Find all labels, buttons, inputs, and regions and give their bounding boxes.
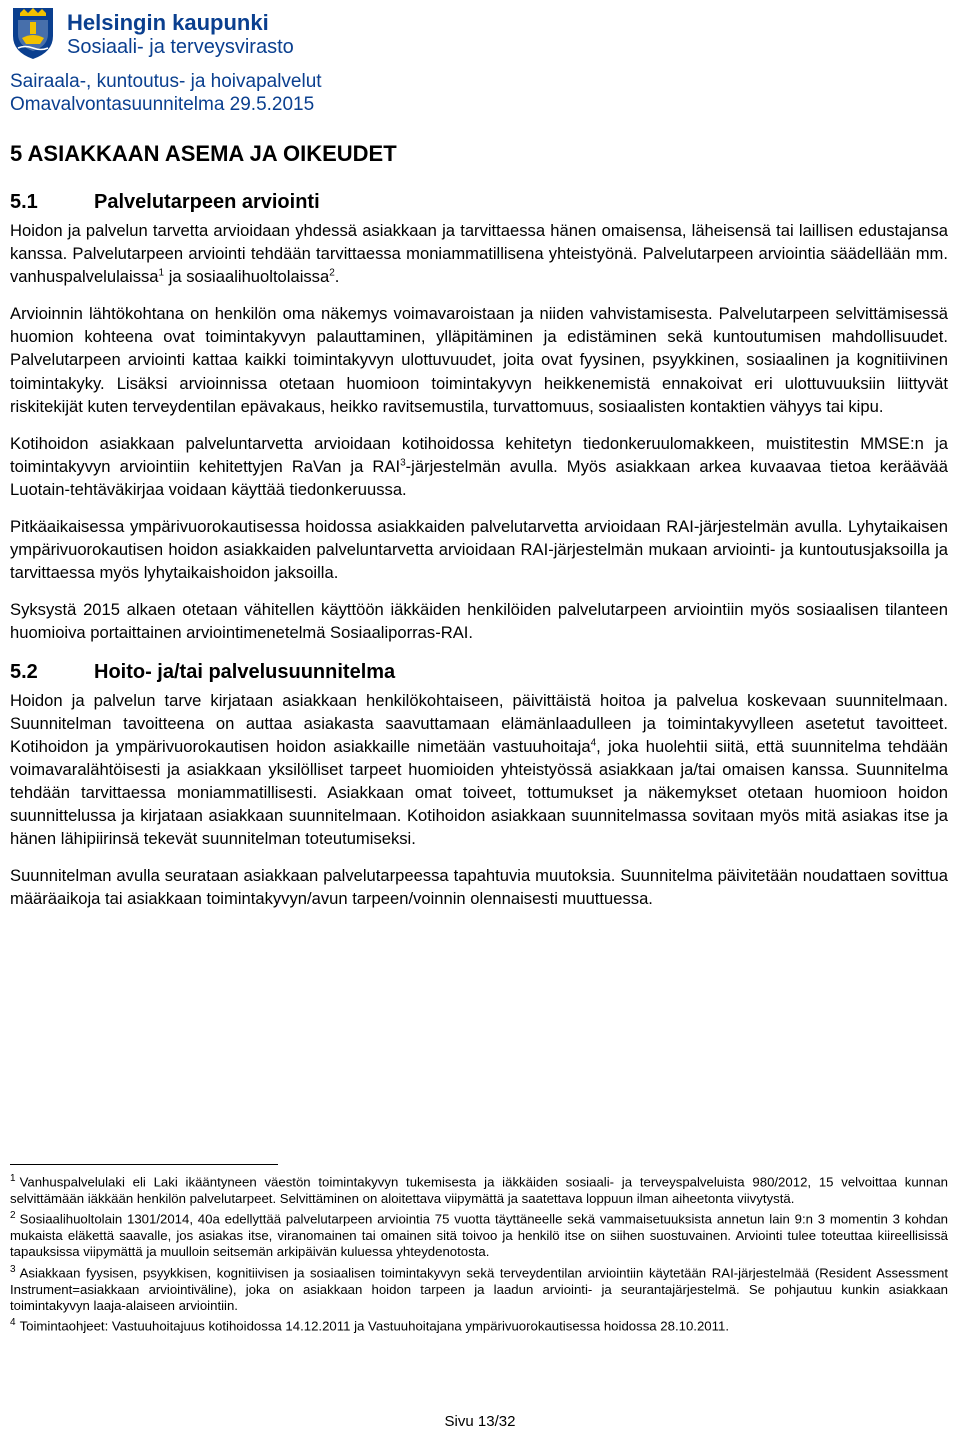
paragraph: Syksystä 2015 alkaen otetaan vähitellen käyttöön iäkkäiden henkilöiden palvelutarpeen arviointiin myös sosiaalisen tilanteen huomioiva portaittainen arviointimenetelmä Sosiaaliporras-RAI. <box>10 600 948 643</box>
footnote-ref: 3 <box>400 457 406 469</box>
main-content <box>10 140 948 924</box>
document-title: Omavalvontasuunnitelma 29.5.2015 <box>10 94 315 115</box>
paragraph: Arvioinnin lähtökohtana on henkilön oma näkemys voimavaroistaan ja niiden vahvistamisesta. Palvelutarpeen selvittämisessä huomion kohteena ovat toimintakyvyn palauttaminen, ylläpitäminen ja edistäminen sekä kuntoutumisen mahdollisuudet. Palvelutarpeen arviointi kattaa kaikki toimintakyvyn ulottuvuudet, joita ovat fyysinen, psyykkinen, sosiaalinen ja kognitiivinen toimintakyky. Lisäksi arvioinnissa otetaan huomioon toimintakyvyn heikkenemistä ennakoivat eri ulottuvuuksiin liittyvät riskitekijät kuten terveydentilan epävakaus, heikko ravitsemustila, turvattomuus, sosiaalisten kontaktien vähyys tai kipu. <box>10 304 948 416</box>
page-header <box>10 4 410 66</box>
paragraph: Suunnitelman avulla seurataan asiakkaan palvelutarpeessa tapahtuvia muutoksia. Suunnitelma päivitetään noudattaen sovittua määräaikoja tai asiakkaan toimintakyvyn/avun tarpeen/voinnin olennaisesti muuttuessa. <box>10 866 948 909</box>
org-name: Helsingin kaupunki <box>67 10 269 35</box>
footnote-number: 2 <box>10 1210 16 1222</box>
footnote-divider <box>10 1164 278 1165</box>
footnote-ref: 2 <box>329 267 335 279</box>
org-subtitle: Sosiaali- ja terveysvirasto <box>67 36 294 58</box>
paragraph: Hoidon ja palvelun tarvetta arvioidaan yhdessä asiakkaan ja tarvittaessa hänen omaisensa, läheisensä tai laillisen edustajansa kanssa. Palvelutarpeen arviointi tehdään tarvittaessa moniammatillisena yhteistyönä. Palvelutarpeen arviointia säädellään mm. vanhuspalvelulaissa$^1$ ja sosiaalihuoltolaissa$^2$. <box>10 221 948 287</box>
footnotes <box>10 1164 948 1336</box>
section-heading <box>10 659 948 685</box>
footnote-ref: 1 <box>158 267 165 279</box>
footnote: $^1$ Vanhuspalvelulaki eli Laki ikääntyneen väestön toimintakyvyn tukemisesta ja iäkkäiden sosiaali- ja terveyspalveluista 980/2012, 15 velvoittaa kunnan selvittämään iäkkään henkilön palvelutarpeet. Selvittäminen on aloitettava viipymättä ja saatettava loppuun ilman aiheetonta viivytystä. <box>10 1173 948 1206</box>
footnote-ref: 4 <box>590 737 597 749</box>
document-info <box>10 70 322 116</box>
section-number: 5.2 <box>10 660 38 683</box>
paragraph: Pitkäaikaisessa ympärivuorokautisessa hoidossa asiakkaiden palvelutarvetta arvioidaan RAI-järjestelmän avulla. Lyhytaikaisen ympärivuorokautisen hoidon asiakkaiden palveluntarvetta arvioidaan RAI-järjestelmän mukaan arviointi- ja kuntoutusjaksoilla ja tarvittaessa myös lyhytaikaishoidon jaksoilla. <box>10 517 948 583</box>
footnote-number: 4 <box>10 1317 16 1329</box>
footnote: $^2$ Sosiaalihuoltolain 1301/2014, 40a edellyttää palvelutarpeen arviointia 75 vuotta täyttäneelle sekä vammaisetuuksista annetun lain 9:n 3 momentin 3 kohdan mukaista eläkettä saavalle, jos asiakas itse, viranomainen tai omainen sitä toivoo ja henkilö itse on siihen suostuvainen. Arviointi tulee toteuttaa kiireellisissä tapauksissa viipymättä ja muulloin seitsemän arkipäivän kuluessa yhteydenotosta. <box>10 1210 948 1260</box>
section-heading <box>10 189 948 215</box>
paragraph: Kotihoidon asiakkaan palveluntarvetta arvioidaan kotihoidossa kehitetyn tiedonkeruulomakkeen, muistitestin MMSE:n ja toimintakyvyn arviointiin kehitettyjen RaVan ja RAI$^3$-järjestelmän avulla. Myös asiakkaan arkea kuvaavaa tietoa keräävää Luotain-tehtäväkirjaa voidaan käyttää tiedonkeruussa. <box>10 433 948 499</box>
footnote-number: 3 <box>10 1263 16 1275</box>
section-title: Hoito- ja/tai palvelusuunnitelma <box>94 660 396 683</box>
footnote: $^3$ Asiakkaan fyysisen, psyykkisen, kognitiivisen ja sosiaalisen toimintakyvyn sekä terveydentilan arviointiin käytetään RAI-järjestelmää (Resident Assessment Instrument=asiakkaan arviointiväline), joka on asiakkaan hoidon tarpeen ja laadun arviointi- ja seurantajärjestelmä. Se pohjautuu kunkin asiakkaan toimintakyvyn laaja-alaiseen arviointiin. <box>10 1263 948 1314</box>
chapter-title: 5 ASIAKKAAN ASEMA JA OIKEUDET <box>10 141 397 166</box>
helsinki-crest-icon <box>10 4 56 60</box>
footnote-number: 1 <box>10 1173 16 1184</box>
page-number: Sivu 13/32 <box>444 1413 516 1430</box>
department-name: Sairaala-, kuntoutus- ja hoivapalvelut <box>10 71 322 92</box>
section-title: Palvelutarpeen arviointi <box>94 191 320 213</box>
section-number: 5.1 <box>10 191 38 213</box>
paragraph: Hoidon ja palvelun tarve kirjataan asiakkaan henkilökohtaiseen, päivittäistä hoitoa ja palvelua koskevaan suunnitelmaan. Suunnitelman tavoitteena on auttaa asiakasta saavuttamaan elämänlaadulleen ja toimintakyvylleen asetetut tavoitteet. Kotihoidon ja ympärivuorokautisen hoidon asiakkaille nimetään vastuuhoitaja$^4$, joka huolehtii siitä, että suunnitelma tehdään voimavaralähtöisesti ja asiakkaan yksilölliset tarpeet huomioiden yhteistyössä asiakkaan ja/tai omaisen kanssa. Suunnitelma tehdään tarvittaessa moniammatillisesti. Asiakkaan omat toiveet, tottumukset ja näkemykset otetaan huomioon hoidon suunnittelussa ja kirjataan asiakkaan suunnitelmaan. Kotihoidon asiakkaan suunnitelmassa sovitaan myös mitä asiakas itse ja hänen lähipiirinsä tekevät suunnitelman toteutumiseksi. <box>10 690 948 849</box>
footnote: $^4$ Toimintaohjeet: Vastuuhoitajuus kotihoidossa 14.12.2011 ja Vastuuhoitajana ympärivuorokautisessa hoidossa 28.10.2011. <box>10 1317 729 1334</box>
